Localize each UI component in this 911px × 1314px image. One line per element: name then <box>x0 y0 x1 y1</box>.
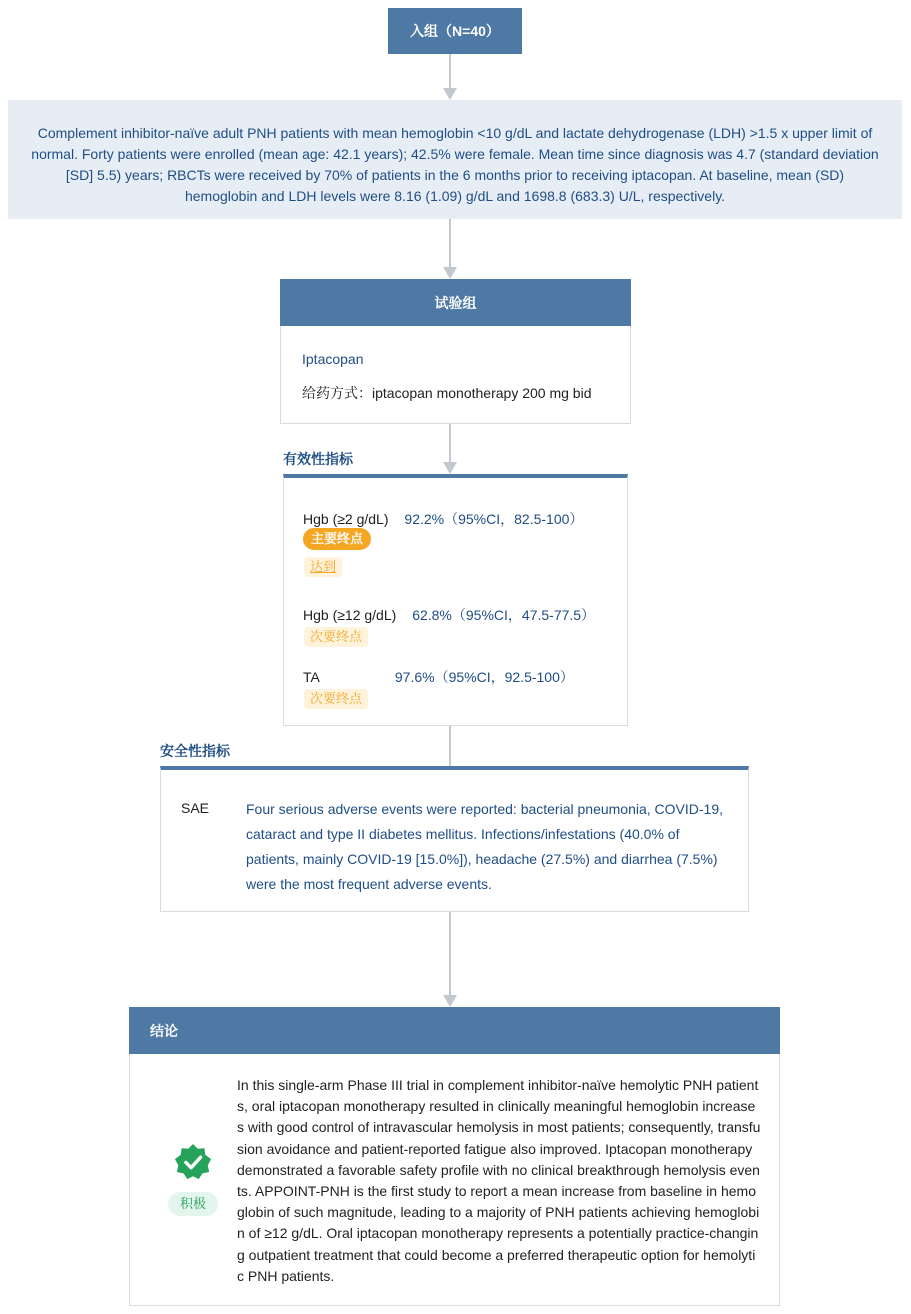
connector-line <box>449 54 451 88</box>
connector-arrow <box>443 88 457 100</box>
efficacy-item <box>303 509 583 529</box>
check-badge-icon <box>174 1143 212 1181</box>
endpoint-met-badge: 达到 <box>304 557 342 577</box>
trial-group-header: 试验组 <box>280 279 631 326</box>
efficacy-value: 92.2%（95%CI，82.5-100） <box>404 511 584 527</box>
efficacy-item <box>303 667 574 687</box>
primary-endpoint-badge: 主要终点 <box>303 528 371 550</box>
dosing-regimen: 给药方式：iptacopan monotherapy 200 mg bid <box>302 385 592 401</box>
connector-line <box>449 726 451 766</box>
efficacy-value: 97.6%（95%CI，92.5-100） <box>394 669 574 685</box>
conclusion-text: In this single-arm Phase III trial in complement inhibitor-naïve hemolytic PNH patients, oral iptacopan monotherapy resulted in clinically meaningful hemoglobin increases with good control of intravascular hemolysis in most patients; consequently, transfusion avoidance and patient-reported fatigue also improved. Iptacopan monotherapy demonstrated a favorable safety profile with no clinical breakthrough hemolysis events. APPOINT-PNH is the first study to report a mean increase from baseline in hemoglobin of such magnitude, leading to a majority of PNH patients achieving hemoglobin of ≥12 g/dL. Oral iptacopan monotherapy represents a potentially practice-changing outpatient treatment that could become a preferred therapeutic option for hemolytic PNH patients. <box>237 1077 761 1284</box>
population-box <box>8 100 902 219</box>
positive-tag: 积极 <box>168 1192 218 1216</box>
efficacy-section-title: 有效性指标 <box>283 451 353 467</box>
safety-box <box>160 766 749 912</box>
efficacy-box <box>283 474 628 726</box>
efficacy-label: TA <box>303 669 320 685</box>
connector-arrow <box>443 267 457 279</box>
connector-line <box>449 912 451 995</box>
connector-arrow <box>443 462 457 474</box>
efficacy-item <box>303 605 595 625</box>
drug-name: Iptacopan <box>302 351 364 367</box>
enrollment-label: 入组（N=40） <box>410 23 500 39</box>
secondary-endpoint-badge: 次要终点 <box>304 627 368 647</box>
secondary-endpoint-badge: 次要终点 <box>304 689 368 709</box>
safety-section-title: 安全性指标 <box>160 743 230 759</box>
efficacy-label: Hgb (≥2 g/dL) <box>303 511 389 527</box>
population-description: Complement inhibitor-naïve adult PNH patients with mean hemoglobin <10 g/dL and lactate dehydrogenase (LDH) >1.5 x upper limit of normal. Forty patients were enrolled (mean age: 42.1 years); 42.5% were female. Mean time since diagnosis was 4.7 (standard deviation [SD] 5.5) years; RBCTs were received by 70% of patients in the 6 months prior to receiving iptacopan. At baseline, mean (SD) hemoglobin and LDH levels were 8.16 (1.09) g/dL and 1698.8 (683.3) U/L, respectively. <box>31 125 879 204</box>
efficacy-label: Hgb (≥12 g/dL) <box>303 607 397 623</box>
trial-group-box <box>280 279 631 424</box>
enrollment-box <box>388 8 522 54</box>
connector-arrow <box>443 995 457 1007</box>
conclusion-header: 结论 <box>129 1007 780 1054</box>
conclusion-box <box>129 1007 780 1306</box>
sae-label: SAE <box>181 800 210 816</box>
connector-line <box>449 424 451 462</box>
efficacy-value: 62.8%（95%CI，47.5-77.5） <box>412 607 596 623</box>
connector-line <box>449 219 451 267</box>
sae-description: Four serious adverse events were reported: bacterial pneumonia, COVID-19, cataract and type II diabetes mellitus. Infections/infestations (40.0% of patients, mainly COVID-19 [15.0%]), headache (27.5%) and diarrhea (7.5%) were the most frequent adverse events. <box>246 801 724 892</box>
